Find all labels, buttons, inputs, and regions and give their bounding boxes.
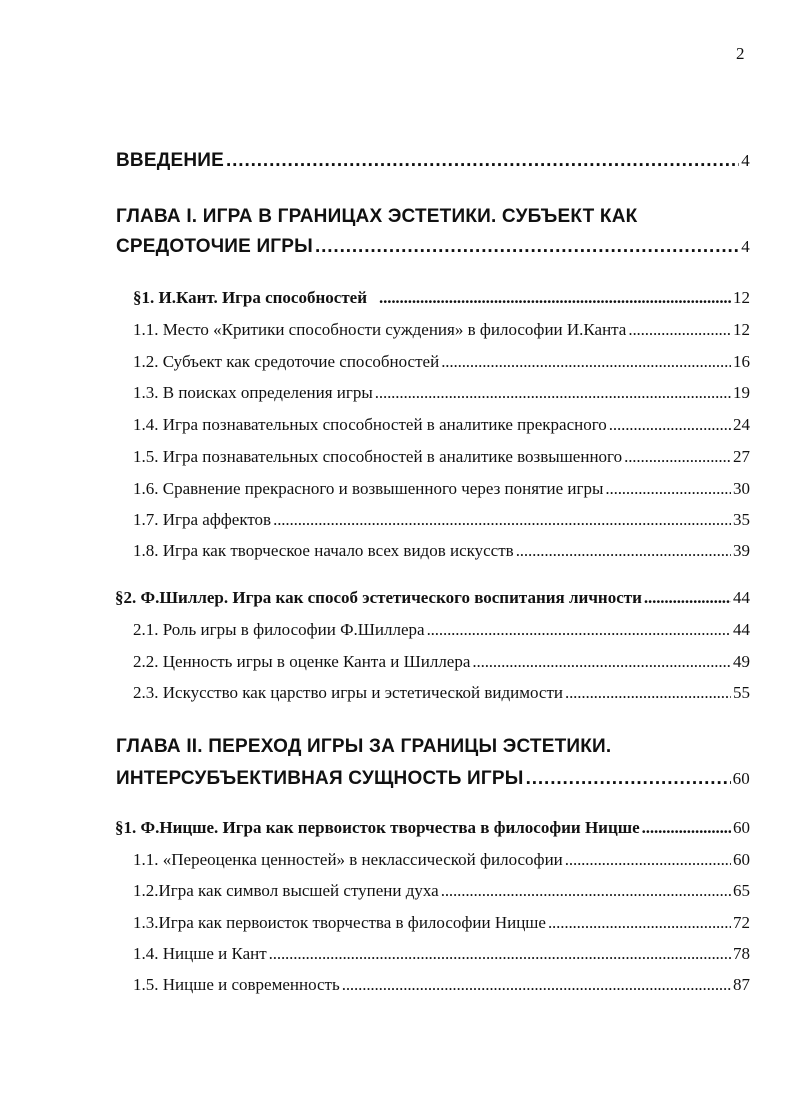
- toc-entry-page: 55: [733, 683, 750, 702]
- toc-entry-page: 44: [733, 588, 750, 607]
- toc-entry-title: 1.4. Игра познавательных способностей в аналитике прекрасного: [133, 415, 607, 434]
- dot-leader: [526, 768, 731, 790]
- toc-entry-page: 4: [741, 151, 750, 170]
- toc-entry-title: 1.8. Игра как творческое начало всех видов искусств: [133, 541, 514, 560]
- toc-entry-item: [133, 944, 750, 964]
- toc-entry-intro: [116, 150, 750, 172]
- toc-entry-item: [133, 881, 750, 901]
- dot-leader: [273, 510, 731, 530]
- toc-entry-page: 44: [733, 620, 750, 639]
- toc-entry-page: 12: [733, 320, 750, 339]
- toc-entry-title: 1.3.Игра как первоисток творчества в философии Ницше: [133, 913, 546, 932]
- dot-leader: [269, 944, 731, 964]
- toc-entry-page: 60: [733, 850, 750, 869]
- toc-entry-page: 30: [733, 479, 750, 498]
- dot-leader: [315, 236, 739, 258]
- toc-entry-title: §1. И.Кант. Игра способностей: [133, 288, 368, 307]
- toc-entry-page: 24: [733, 415, 750, 434]
- chapter-1-title-line2: СРЕДОТОЧИЕ ИГРЫ: [116, 236, 313, 257]
- toc-entry-page: 60: [732, 769, 750, 788]
- toc-entry-item: [133, 975, 750, 995]
- toc-entry-page: 16: [733, 352, 750, 371]
- toc-entry-page: 87: [733, 975, 750, 994]
- toc-entry-item: [133, 620, 750, 640]
- toc-entry-page: 49: [733, 652, 750, 671]
- toc-entry-title: 1.7. Игра аффектов: [133, 510, 272, 529]
- toc-entry-title: 2.2. Ценность игры в оценке Канта и Шиллера: [133, 652, 471, 671]
- dot-leader: [226, 150, 739, 172]
- dot-leader: [375, 383, 731, 403]
- toc-entry-page: 78: [733, 944, 750, 963]
- toc-entry-page: 12: [733, 288, 750, 307]
- dot-leader: [427, 620, 731, 640]
- toc-entry-title: 1.5. Игра познавательных способностей в аналитике возвышенного: [133, 447, 623, 466]
- dot-leader: [642, 818, 731, 838]
- chapter-1-title-line1: ГЛАВА I. ИГРА В ГРАНИЦАХ ЭСТЕТИКИ. СУБЪЕКТ КАК: [116, 206, 638, 227]
- toc-entry-item: [133, 683, 750, 703]
- toc-entry-item: [133, 447, 750, 467]
- toc-entry-page: 65: [733, 881, 750, 900]
- dot-leader: [441, 881, 731, 901]
- dot-leader: [624, 447, 731, 467]
- dot-leader: [548, 913, 731, 933]
- toc-entry-title: 1.1. «Переоценка ценностей» в неклассической философии: [133, 850, 563, 869]
- dot-leader: [441, 352, 731, 372]
- dot-leader: [609, 415, 731, 435]
- dot-leader: [472, 652, 731, 672]
- toc-entry-page: 19: [733, 383, 750, 402]
- toc-entry-item: [133, 383, 750, 403]
- dot-leader: [605, 479, 731, 499]
- toc-entry-item: [133, 479, 750, 499]
- dot-leader: [379, 288, 731, 308]
- dot-leader: [516, 541, 731, 561]
- toc-entry-title: 1.3. В поисках определения игры: [133, 383, 373, 402]
- dot-leader: [342, 975, 731, 995]
- toc-entry-item: [133, 415, 750, 435]
- toc-entry-chapter-1: [116, 236, 750, 258]
- toc-entry-title: 1.1. Место «Критики способности суждения» в философии И.Канта: [133, 320, 627, 339]
- toc-entry-title: 1.5. Ницше и современность: [133, 975, 340, 994]
- toc-entry-page: 35: [733, 510, 750, 529]
- chapter-2-title-line2: ИНТЕРСУБЪЕКТИВНАЯ СУЩНОСТЬ ИГРЫ: [116, 768, 524, 789]
- dot-leader: [565, 850, 731, 870]
- toc-entry-title: §1. Ф.Ницше. Игра как первоисток творчества в философии Ницше: [115, 818, 640, 837]
- dot-leader: [628, 320, 731, 340]
- toc-entry-title: §2. Ф.Шиллер. Игра как способ эстетического воспитания личности: [115, 588, 642, 607]
- toc-entry-page: 39: [733, 541, 750, 560]
- toc-entry-item: [133, 510, 750, 530]
- toc-entry-ch1-sec1: [133, 288, 750, 308]
- page-number: 2: [736, 44, 745, 63]
- dot-leader: [565, 683, 731, 703]
- toc-entry-title: 1.2. Субъект как средоточие способностей: [133, 352, 440, 371]
- toc-entry-page: 27: [733, 447, 750, 466]
- toc-entry-item: [133, 652, 750, 672]
- toc-entry-item: [133, 850, 750, 870]
- toc-entry-ch2-sec1: [115, 818, 750, 838]
- toc-entry-title: 1.6. Сравнение прекрасного и возвышенного через понятие игры: [133, 479, 604, 498]
- toc-entry-chapter-2: [116, 768, 750, 790]
- toc-entry-title: 1.2.Игра как символ высшей ступени духа: [133, 881, 439, 900]
- toc-entry-page: 60: [733, 818, 750, 837]
- toc-entry-item: [133, 352, 750, 372]
- toc-entry-page: 72: [733, 913, 750, 932]
- toc-entry-page: 4: [741, 237, 750, 256]
- toc-entry-item: [133, 913, 750, 933]
- dot-leader: [644, 588, 731, 608]
- toc-entry-item: [133, 320, 750, 340]
- toc-entry-title: 2.1. Роль игры в философии Ф.Шиллера: [133, 620, 425, 639]
- toc-entry-title: ВВЕДЕНИЕ: [116, 150, 224, 171]
- toc-entry-title: 2.3. Искусство как царство игры и эстетической видимости: [133, 683, 563, 702]
- chapter-2-title-line1: ГЛАВА II. ПЕРЕХОД ИГРЫ ЗА ГРАНИЦЫ ЭСТЕТИКИ.: [116, 736, 612, 757]
- toc-entry-ch1-sec2: [115, 588, 750, 608]
- toc-entry-title: 1.4. Ницше и Кант: [133, 944, 267, 963]
- toc-entry-item: [133, 541, 750, 561]
